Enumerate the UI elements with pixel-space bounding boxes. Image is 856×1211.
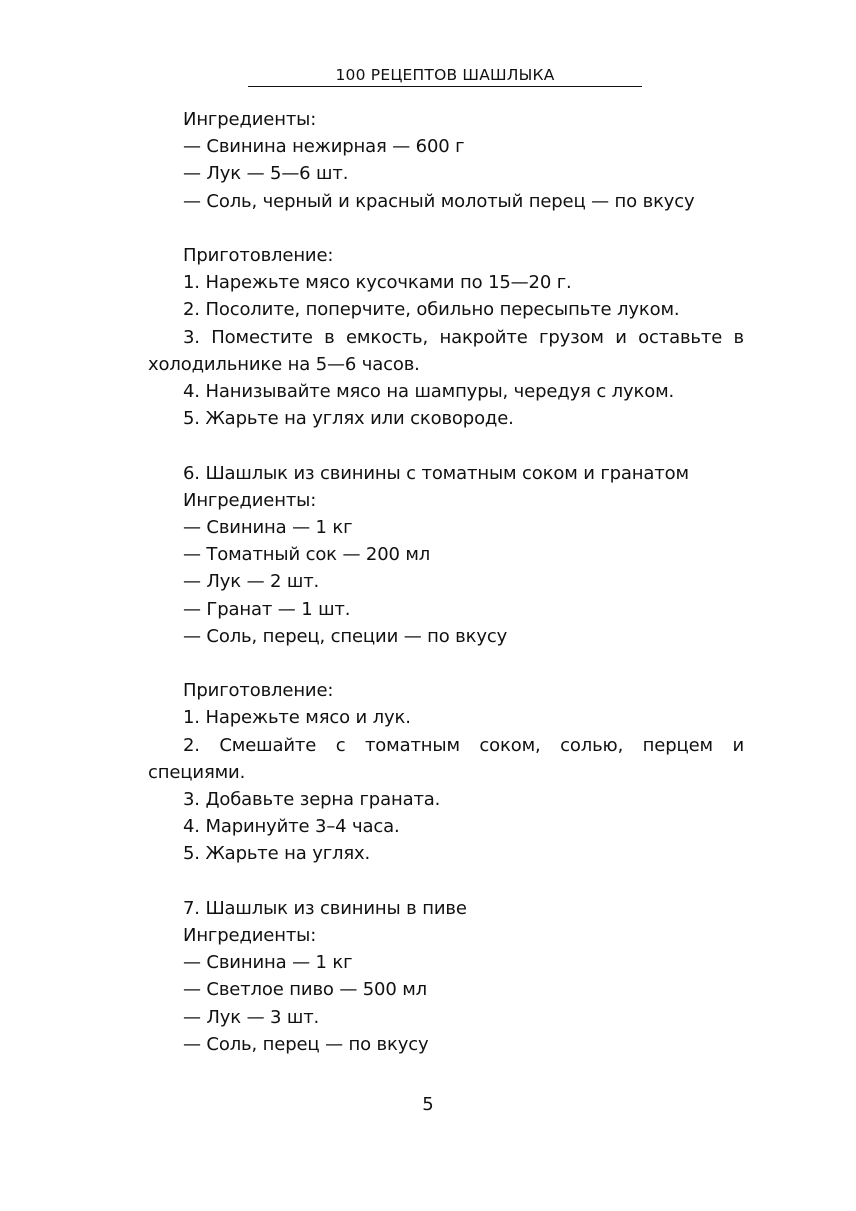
- recipe-title: 6. Шашлык из свинины с томатным соком и гранатом: [183, 462, 689, 484]
- ingredient-item: — Свинина нежирная — 600 г: [183, 136, 465, 158]
- preparation-step: 4. Нанизывайте мясо на шампуры, чередуя с луком.: [183, 381, 675, 403]
- ingredient-item: — Светлое пиво — 500 мл: [183, 979, 428, 1001]
- paragraph-gap: [148, 215, 744, 242]
- ingredient-item: — Томатный сок — 200 мл: [183, 544, 431, 566]
- preparation-step: 3. Поместите в емкость, накройте грузом и оставьте в холодильнике на 5—6 часов.: [148, 326, 744, 375]
- paragraph-gap: [148, 868, 744, 895]
- paragraph-gap: [148, 432, 744, 459]
- preparation-step: 1. Нарежьте мясо кусочками по 15—20 г.: [183, 272, 572, 294]
- preparation-step: 3. Добавьте зерна граната.: [183, 789, 441, 811]
- preparation-step: 5. Жарьте на углях.: [183, 843, 371, 865]
- paragraph-gap: [148, 650, 744, 677]
- ingredients-heading: Ингредиенты:: [183, 489, 317, 511]
- ingredient-item: — Соль, черный и красный молотый перец — по вкусу: [183, 190, 695, 212]
- ingredient-item: — Лук — 3 шт.: [183, 1006, 320, 1028]
- running-header: 100 РЕЦЕПТОВ ШАШЛЫКА: [248, 66, 642, 87]
- ingredient-item: — Соль, перец — по вкусу: [183, 1033, 429, 1055]
- page-number: 5: [422, 1094, 434, 1115]
- ingredient-item: — Соль, перец, специи — по вкусу: [183, 625, 508, 647]
- ingredient-item: — Свинина — 1 кг: [183, 952, 353, 974]
- ingredient-item: — Гранат — 1 шт.: [183, 598, 351, 620]
- recipe-title: 7. Шашлык из свинины в пиве: [183, 897, 467, 919]
- ingredient-item: — Лук — 2 шт.: [183, 571, 320, 593]
- ingredients-heading: Ингредиенты:: [183, 109, 317, 130]
- page-body: [148, 106, 744, 1058]
- preparation-step: 1. Нарежьте мясо и лук.: [183, 707, 411, 729]
- ingredients-heading: Ингредиенты:: [183, 925, 317, 947]
- preparation-step: 4. Маринуйте 3–4 часа.: [183, 816, 400, 838]
- preparation-heading: Приготовление:: [183, 245, 334, 266]
- ingredient-item: — Свинина — 1 кг: [183, 517, 353, 539]
- ingredient-item: — Лук — 5—6 шт.: [183, 163, 349, 185]
- preparation-step: 5. Жарьте на углях или сковороде.: [183, 408, 514, 430]
- preparation-heading: Приготовление:: [183, 680, 334, 702]
- preparation-step: 2. Посолите, поперчите, обильно пересыпьте луком.: [183, 299, 680, 321]
- preparation-step: 2. Смешайте с томатным соком, солью, перцем и специями.: [148, 734, 744, 783]
